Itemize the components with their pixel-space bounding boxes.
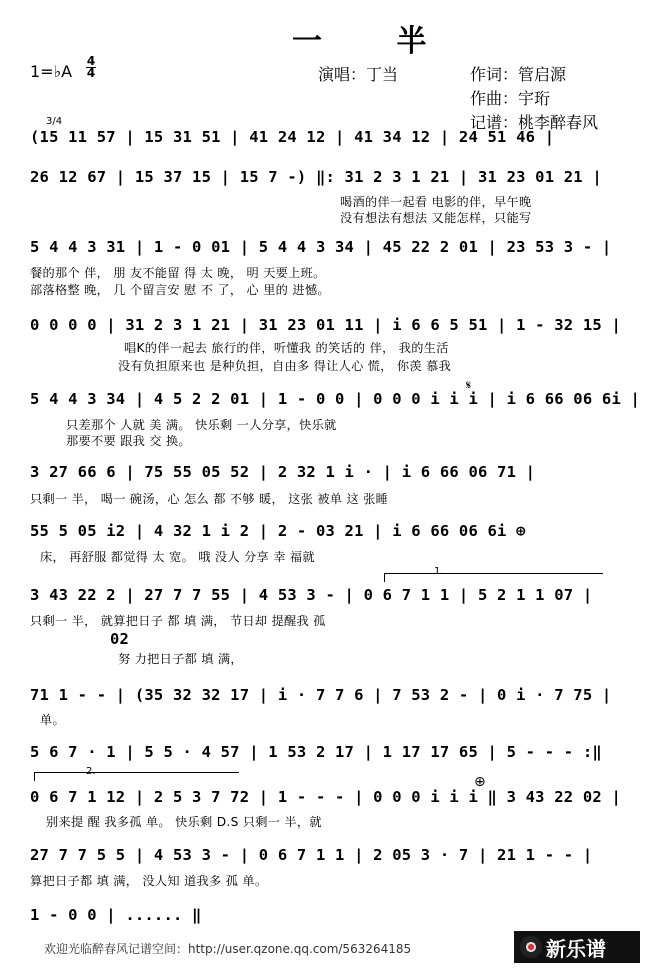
footer-url: 欢迎光临醉春风记谱空间：http://user.qzone.qq.com/563264185 <box>44 942 412 956</box>
lyric-line: 单。 <box>40 713 65 727</box>
score-line: (15 11 57 | 15 31 51 | 41 24 12 | 41 34 12 | 24 51 46 | <box>30 128 555 146</box>
site-logo <box>514 931 640 963</box>
lyric-line: 没有负担原来也 是种负担，自由多 得让人心 慌， 你羡 慕我 <box>118 359 452 373</box>
score-line: 3 27 66 6 | 75 55 05 52 | 2 32 1 i · | i 6 66 06 71 | <box>30 463 536 481</box>
singer-credit: 演唱：丁当 <box>318 65 399 84</box>
time-signature <box>86 56 96 79</box>
key-signature: 1=♭A <box>30 62 73 81</box>
time-signature-bottom: 4 <box>86 66 96 80</box>
volta-label-2: 2. <box>86 766 96 777</box>
lyric-line: 喝酒的伴一起看 电影的伴，早午晚 <box>340 195 532 209</box>
composer-credit: 作曲：宇珩 <box>470 89 551 108</box>
volta-bracket-2 <box>34 772 239 781</box>
song-title: 一 半 <box>292 24 459 59</box>
score-line: 27 7 7 5 5 | 4 53 3 - | 0 6 7 1 1 | 2 05 3 · 7 | 21 1 - - | <box>30 846 593 864</box>
transcriber-credit: 记谱：桃李醉春风 <box>470 113 599 132</box>
lyricist-credit: 作词：管启源 <box>470 65 567 84</box>
score-line: 5 4 4 3 34 | 4 5 2 2 01 | 1 - 0 0 | 0 0 0 i i i | i 6 66 06 6i | <box>30 390 641 408</box>
lyric-line: 餐的那个 伴， 朋 友不能留 得 太 晚， 明 天要上班。 <box>30 266 326 280</box>
tempo-mark: 3/4 <box>46 116 63 127</box>
score-line: 26 12 67 | 15 37 15 | 15 7 -) ‖: 31 2 3 1 21 | 31 23 01 21 | <box>30 168 602 186</box>
coda-sign: ⊕ <box>474 774 486 790</box>
score-line: 5 6 7 · 1 | 5 5 · 4 57 | 1 53 2 17 | 1 17 17 65 | 5 - - - :‖ <box>30 743 602 761</box>
vinyl-disc-icon <box>520 936 542 958</box>
score-line: 5 4 4 3 31 | 1 - 0 01 | 5 4 4 3 34 | 45 22 2 01 | 23 53 3 - | <box>30 238 612 256</box>
lyric-line: 床， 再舒服 都觉得 太 宽。 哦 没人 分享 幸 福就 <box>40 550 315 564</box>
score-line: 71 1 - - | (35 32 32 17 | i · 7 7 6 | 7 53 2 - | 0 i · 7 75 | <box>30 686 612 704</box>
volta-label-1: 1. <box>434 566 444 577</box>
lyric-line: 部落格整 晚， 几 个留言安 慰 不 了， 心 里的 进憾。 <box>30 283 330 297</box>
logo-text: 新乐谱 <box>546 936 606 961</box>
lyric-line: 别来提 醒 我多孤 单。 快乐剩 D.S 只剩一 半，就 <box>46 815 322 829</box>
score-line: 0 0 0 0 | 31 2 3 1 21 | 31 23 01 11 | i 6 6 5 51 | 1 - 32 15 | <box>30 316 621 334</box>
lyric-line: 只剩一 半， 就算把日子 都 填 满， 节日却 提醒我 孤 <box>30 614 326 628</box>
score-line: 02 <box>110 630 130 648</box>
lyric-line: 只差那个 人就 美 满。 快乐剩 一人分享，快乐就 <box>66 418 337 432</box>
lyric-line: 只剩一 半， 喝一 碗汤，心 怎么 都 不够 暖， 这张 被单 这 张睡 <box>30 492 389 506</box>
lyric-line: 算把日子都 填 满， 没人知 道我多 孤 单。 <box>30 874 268 888</box>
lyric-line: 唱K的伴一起去 旅行的伴，听懂我 的笑话的 伴， 我的生活 <box>124 341 449 355</box>
score-line: 1 - 0 0 | ...... ‖ <box>30 906 202 924</box>
segno-sign: 𝄋 <box>466 378 472 392</box>
volta-bracket-1 <box>384 573 603 582</box>
score-line: 0 6 7 1 12 | 2 5 3 7 72 | 1 - - - | 0 0 0 i i i ‖ 3 43 22 02 | <box>30 788 621 806</box>
score-line: 55 5 05 i2 | 4 32 1 i 2 | 2 - 03 21 | i 6 66 06 6i ⊕ <box>30 522 526 540</box>
score-line: 3 43 22 2 | 27 7 7 55 | 4 53 3 - | 0 6 7 1 1 | 5 2 1 1 07 | <box>30 586 593 604</box>
lyric-line: 没有想法有想法 又能怎样，只能写 <box>340 211 532 225</box>
lyric-line: 努 力把日子都 填 满， <box>118 652 243 666</box>
time-signature-top: 4 <box>86 54 96 68</box>
lyric-line: 那要不要 跟我 交 换。 <box>66 434 191 448</box>
